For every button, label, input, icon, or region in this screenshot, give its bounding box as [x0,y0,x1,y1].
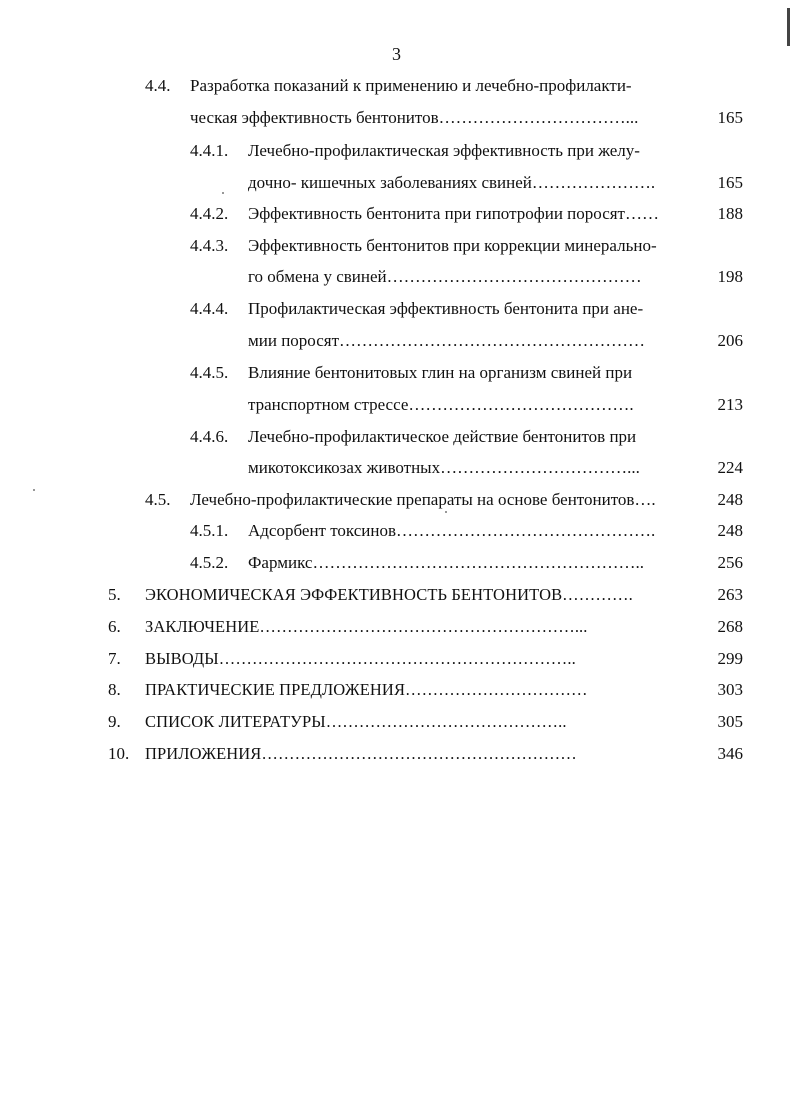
toc-item-page: 256 [717,553,743,572]
scan-speck [222,192,224,194]
toc-item-number: 4.4.4. [190,299,229,318]
scan-speck [445,511,447,513]
toc-item-title-line: Влияние бентонитовых глин на организм свиней при [248,363,633,382]
toc-item-page: 248 [717,521,743,540]
toc-item-title-line: микотоксикозах животных……………………………... [248,458,640,477]
toc-item-title-line: ЭКОНОМИЧЕСКАЯ ЭФФЕКТИВНОСТЬ БЕНТОНИТОВ…………. [145,585,633,604]
scan-speck [33,489,35,491]
toc-item-number: 4.4. [145,76,171,95]
toc-item-title-line: ВЫВОДЫ……………………………………………………….. [145,649,576,668]
toc-item-number: 4.4.6. [190,427,229,446]
toc-item-title-line: Эффективность бентонита при гипотрофии поросят…… [248,204,659,223]
toc-item-page: 303 [717,680,743,699]
toc-item-title-line: Фармикс………………………………………………….. [248,553,644,572]
toc-item-number: 4.4.3. [190,236,229,255]
toc-item-number: 6. [108,617,121,636]
toc-item-number: 8. [108,680,121,699]
toc-item-title-line: ЗАКЛЮЧЕНИЕ…………………………………………………... [145,617,588,636]
scan-edge-mark [787,8,790,46]
toc-item-number: 7. [108,649,121,668]
toc-item-title-line: Лечебно-профилактическая эффективность при желу- [248,141,640,160]
toc-item-title-line: Разработка показаний к применению и лечебно-профилакти- [190,76,632,95]
toc-item-title-line: ческая эффективность бентонитов……………………………... [190,108,639,127]
toc-item-title-line: ПРИЛОЖЕНИЯ………………………………………………… [145,744,577,763]
toc-item-title-line: ПРАКТИЧЕСКИЕ ПРЕДЛОЖЕНИЯ…………………………… [145,680,588,699]
toc-item-number: 4.5.2. [190,553,229,572]
page-number: 3 [392,44,401,64]
toc-item-title-line: Лечебно-профилактическое действие бентонитов при [248,427,637,446]
toc-item-page: 206 [717,331,743,350]
toc-item-title-line: Профилактическая эффективность бентонита при ане- [248,299,644,318]
toc-item-page: 165 [717,108,743,127]
toc-item-page: 224 [717,458,743,477]
toc-item-page: 213 [717,395,743,414]
toc-item-page: 188 [717,204,743,223]
toc-item-number: 4.4.2. [190,204,229,223]
toc-item-page: 198 [717,267,743,286]
toc-item-number: 9. [108,712,121,731]
toc-item-number: 4.5.1. [190,521,229,540]
toc-item-title-line: СПИСОК ЛИТЕРАТУРЫ…………………………………….. [145,712,567,731]
toc-item-page: 248 [717,490,743,509]
toc-item-page: 299 [717,649,743,668]
toc-item-number: 5. [108,585,121,604]
toc-item-page: 346 [717,744,743,763]
toc-item-title-line: дочно- кишечных заболеваниях свиней…………………. [248,173,656,192]
toc-item-title-line: Эффективность бентонитов при коррекции минерально- [248,236,657,255]
toc-item-number: 4.5. [145,490,171,509]
toc-item-page: 268 [717,617,743,636]
toc-item-page: 305 [717,712,743,731]
toc-item-title-line: Лечебно-профилактические препараты на основе бентонитов…. [190,490,656,509]
toc-item-title-line: мии поросят……………………………………………… [248,331,646,350]
toc-item-title-line: го обмена у свиней……………………………………… [248,267,642,286]
toc-item-number: 4.4.1. [190,141,229,160]
toc-item-number: 4.4.5. [190,363,229,382]
toc-item-title-line: Адсорбент токсинов………………………………………. [248,521,656,540]
toc-item-page: 165 [717,173,743,192]
toc-item-number: 10. [108,744,130,763]
toc-item-title-line: транспортном стрессе…………………………………. [248,395,634,414]
toc-item-page: 263 [717,585,743,604]
